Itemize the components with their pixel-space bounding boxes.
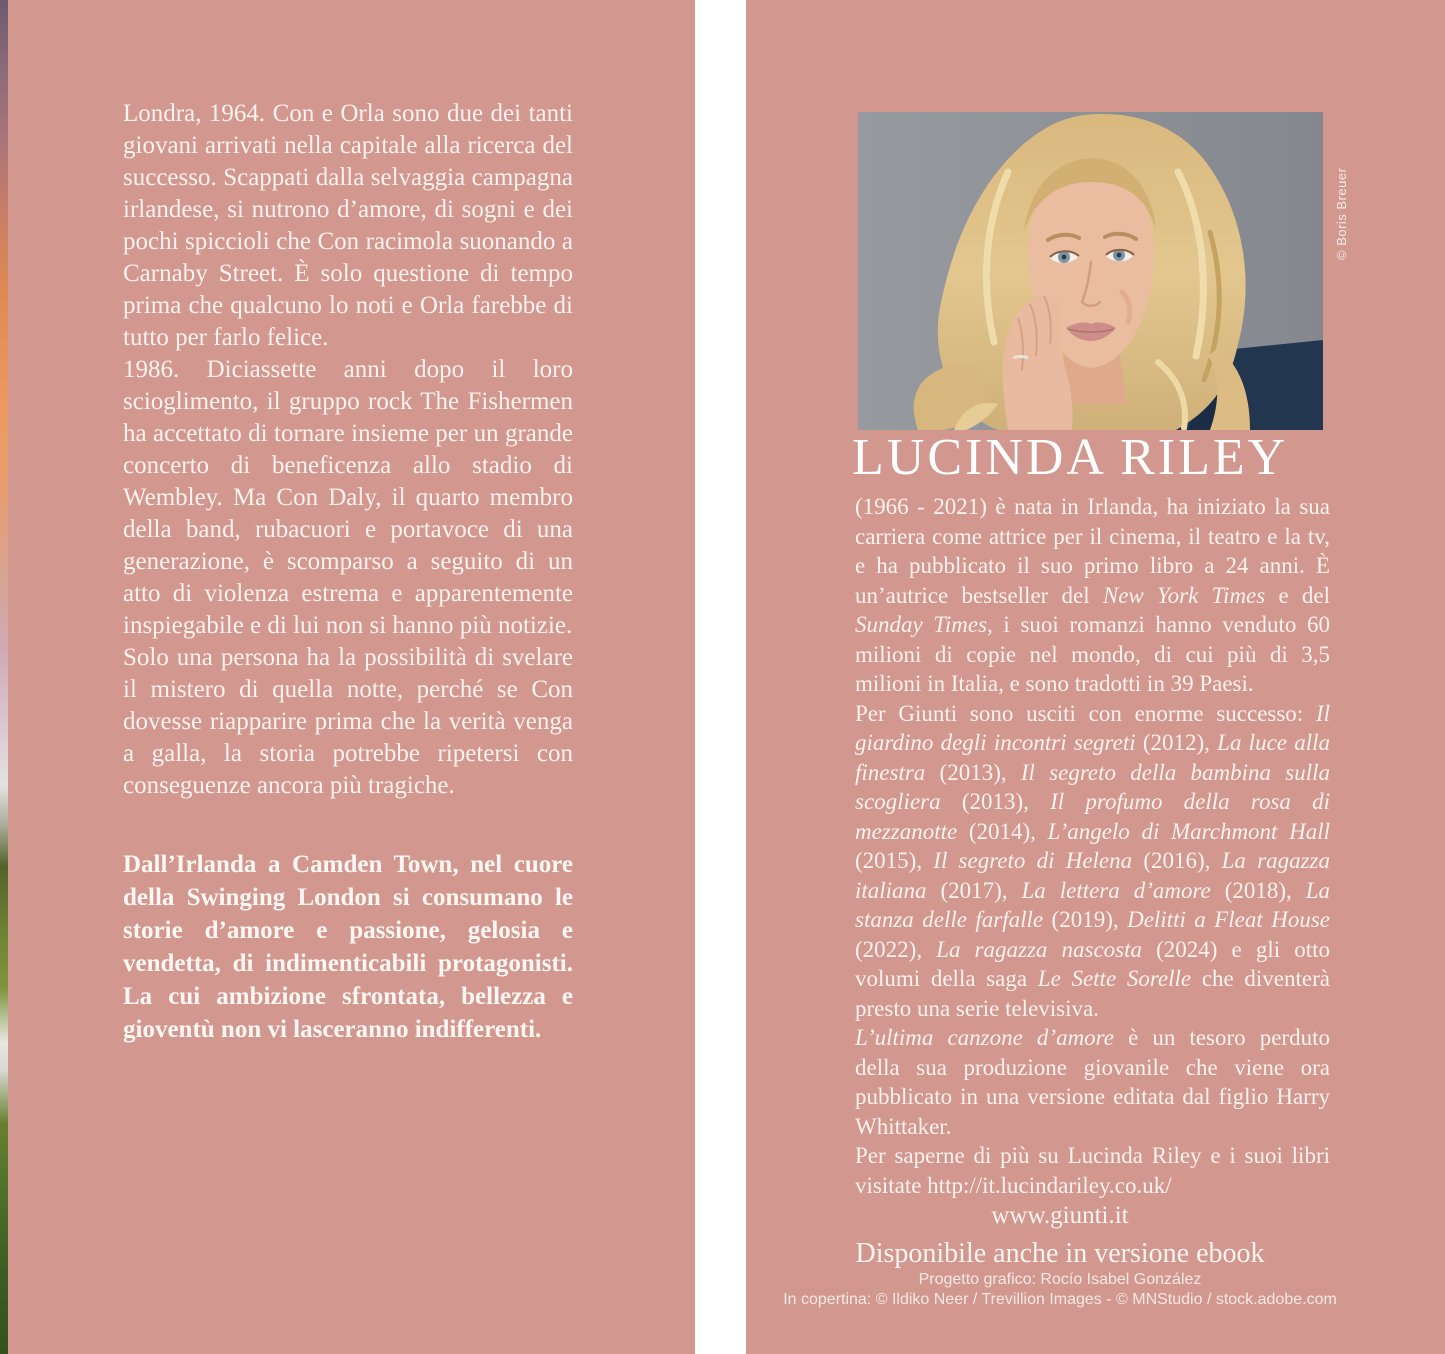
photo-credit-text: © Boris Breuer <box>1334 167 1349 260</box>
author-bio <box>855 492 1330 1200</box>
synopsis-paragraph-1: Londra, 1964. Con e Orla sono due dei tanti giovani arrivati nella capitale alla ricerca del successo. Scappati dalla selvaggia campagna irlandese, si nutrono d’amore, di sogni e dei pochi spiccioli che Con racimola suonando a Carnaby Street. È solo questione di tempo prima che qualcuno lo noti e Orla farebbe di tutto per farlo felice. <box>123 100 573 351</box>
footer-cover-credit: In copertina: © Ildiko Neer / Trevillion Images - © MNStudio / stock.adobe.com <box>783 1291 1337 1308</box>
author-name-heading: LUCINDA RILEY <box>852 429 1289 486</box>
bio-paragraph: Per saperne di più su Lucinda Riley e i suoi libri visitate http://it.lucindariley.co.uk/ <box>855 1143 1330 1198</box>
bio-paragraph: L’ultima canzone d’amore è un tesoro perduto della sua produzione giovanile che viene ora pubblicato in una versione editata dal figlio Harry Whittaker. <box>855 1025 1330 1139</box>
author-photo-illustration <box>858 112 1323 430</box>
synopsis-paragraph-2: 1986. Diciassette anni dopo il loro scioglimento, il gruppo rock The Fishermen ha accettato di tornare insieme per un grande concerto di beneficenza allo stadio di Wembley. Ma Con Daly, il quarto membro della band, rubacuori e portavoce di una generazione, è scomparso a seguito di un atto di violenza estrema e apparentemente inspiegabile e di lui non si hanno più notizie. <box>123 356 573 639</box>
flap-fold-gap <box>695 0 746 1354</box>
bio-paragraph: (1966 - 2021) è nata in Irlanda, ha iniziato la sua carriera come attrice per il cinema, il teatro e la tv, e ha pubblicato il suo primo libro a 24 anni. È un’autrice bestseller del New York Times e del Sunday Times, i suoi romanzi hanno venduto 60 milioni di copie nel mondo, di cui più di 3,5 milioni in Italia, e sono tradotti in 39 Paesi. <box>855 494 1330 696</box>
footer-website: www.giunti.it <box>991 1202 1129 1229</box>
footer-ebook-note: Disponibile anche in versione ebook <box>855 1238 1265 1269</box>
adjacent-cover-edge <box>0 0 8 1354</box>
bio-paragraph: Per Giunti sono usciti con enorme successo: Il giardino degli incontri segreti (2012), La luce alla finestra (2013), Il segreto della bambina sulla scogliera (2013), Il profumo della rosa di mezzanotte (2014), L’angelo di Marchmont Hall (2015), Il segreto di Helena (2016), La ragazza italiana (2017), La lettera d’amore (2018), La stanza delle farfalle (2019), Delitti a Fleat House (2022), La ragazza nascosta (2024) e gli otto volumi della saga Le Sette Sorelle che diventerà presto una serie televisiva. <box>855 700 1330 1021</box>
left-flap-panel <box>8 0 695 1354</box>
synopsis-paragraph-3: Solo una persona ha la possibilità di svelare il mistero di quella notte, perché se Con dovesse riapparire prima che la verità venga a galla, la storia potrebbe ripetersi con conseguenze ancora più tragiche. <box>123 644 573 799</box>
author-photo <box>858 112 1323 430</box>
footer-design-credit: Progetto grafico: Rocío Isabel González <box>918 1271 1202 1288</box>
tagline: Dall’Irlanda a Camden Town, nel cuore della Swinging London si consumano le storie d’amore e passione, gelosia e vendetta, di indimenticabili protagonisti. La cui ambizione sfrontata, bellezza e gioventù non vi lasceranno indifferenti. <box>123 851 573 1043</box>
right-flap-panel <box>746 0 1445 1354</box>
photo-credit <box>1332 112 1352 262</box>
synopsis-block <box>123 98 573 802</box>
